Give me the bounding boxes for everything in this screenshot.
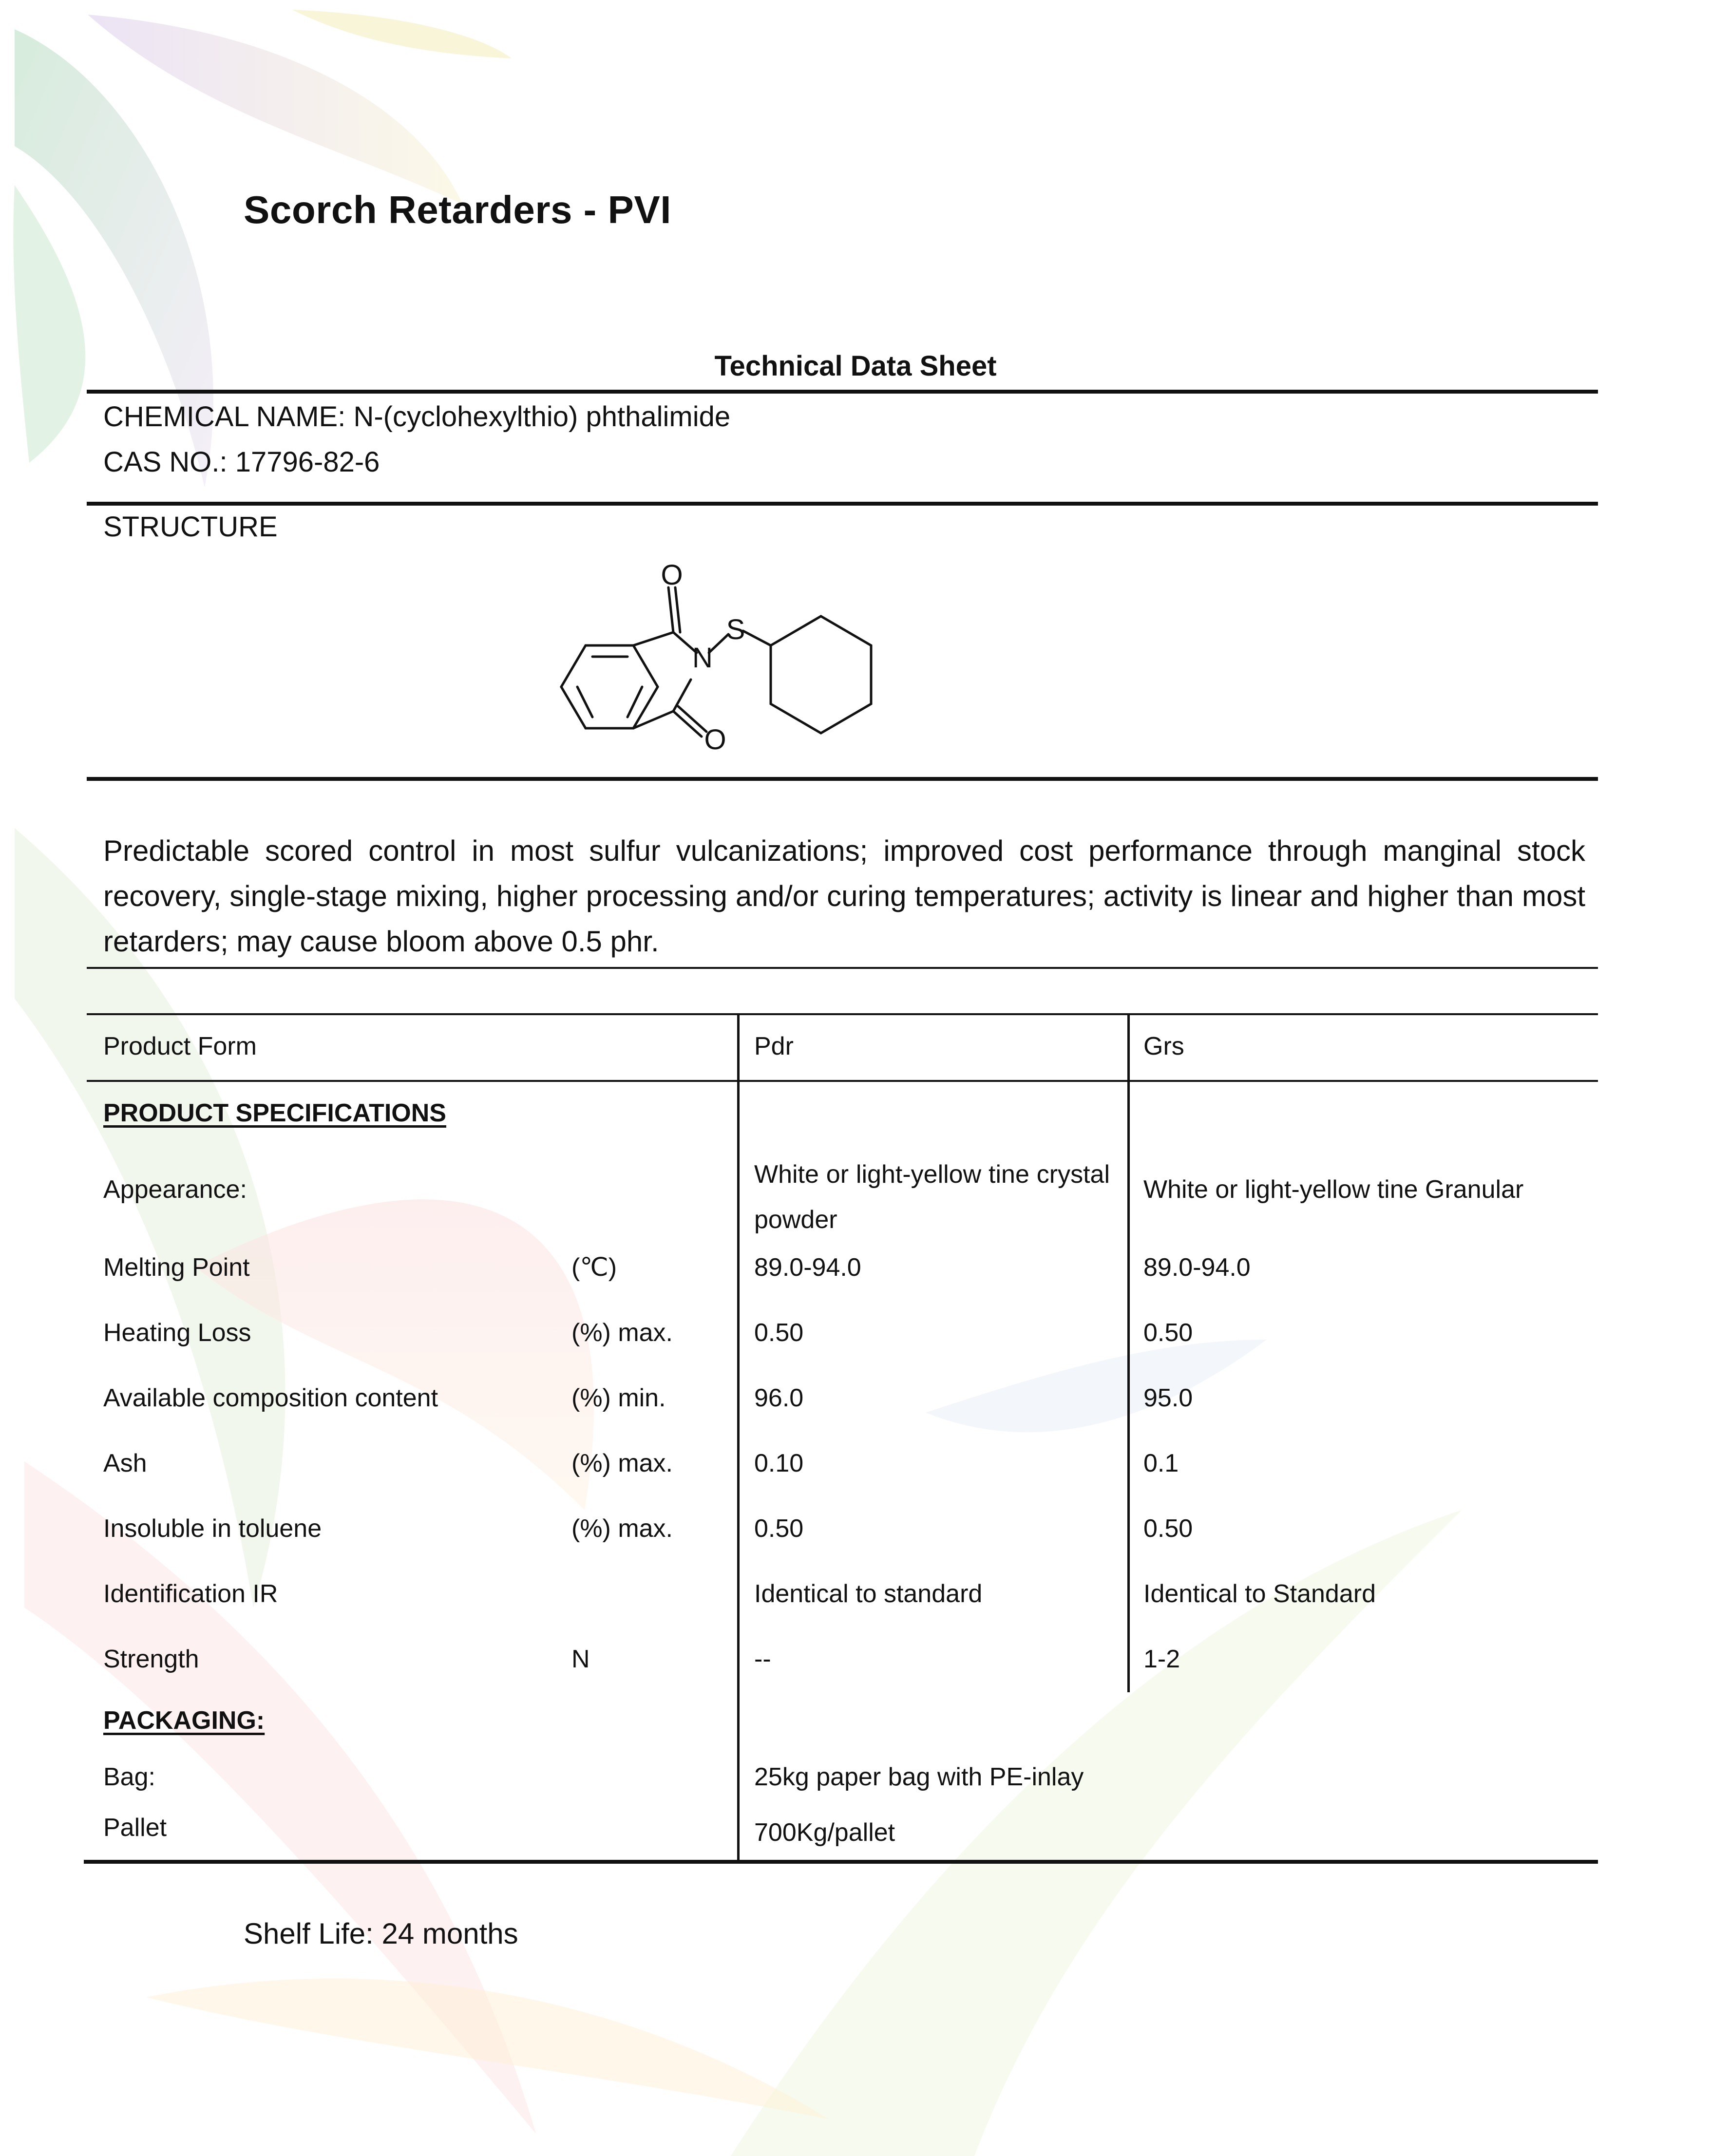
atom-n: N <box>692 642 713 674</box>
spec-unit-melting-point: (℃) <box>571 1253 617 1282</box>
table-bottom-border <box>84 1860 1598 1864</box>
packaging-bag-value: 25kg paper bag with PE-inlay <box>754 1763 1084 1791</box>
spec-unit-strength: N <box>571 1645 590 1673</box>
spec-grs-strength: 1-2 <box>1143 1645 1180 1673</box>
spec-unit-available-content: (%) min. <box>571 1384 666 1412</box>
spec-unit-insoluble: (%) max. <box>571 1514 673 1543</box>
spec-name-appearance: Appearance: <box>103 1175 247 1204</box>
spec-name-heating-loss: Heating Loss <box>103 1319 251 1347</box>
atom-o-bottom: O <box>704 724 726 756</box>
rule-structure-bottom <box>87 777 1598 781</box>
document-subtitle: Technical Data Sheet <box>714 350 997 382</box>
spec-pdr-strength: -- <box>754 1645 771 1673</box>
spec-pdr-melting-point: 89.0-94.0 <box>754 1253 861 1282</box>
spec-pdr-available-content: 96.0 <box>754 1384 804 1412</box>
spec-unit-heating-loss: (%) max. <box>571 1319 673 1347</box>
structure-label: STRUCTURE <box>103 511 278 543</box>
spec-grs-identification-ir: Identical to Standard <box>1143 1580 1376 1608</box>
spec-name-identification-ir: Identification IR <box>103 1580 278 1608</box>
cyclohexane-ring <box>771 616 871 733</box>
spec-name-ash: Ash <box>103 1449 147 1477</box>
packaging-pallet-value: 700Kg/pallet <box>754 1818 895 1847</box>
spec-pdr-appearance-text: White or light-yellow tine crystal powder <box>754 1160 1110 1234</box>
rule-top <box>87 390 1598 394</box>
atom-o-top: O <box>661 559 683 591</box>
spec-pdr-identification-ir: Identical to standard <box>754 1580 983 1608</box>
spec-grs-ash: 0.1 <box>1143 1449 1179 1477</box>
rule-structure-top <box>87 502 1598 506</box>
packaging-pallet-label: Pallet <box>103 1814 167 1842</box>
product-description: Predictable scored control in most sulfur vulcanizations; improved cost performance through manginal stock recovery, single-stage mixing, higher processing and/or curing temperatures; activity is linear and higher than most retarders; may cause bloom above 0.5 phr. <box>103 834 1585 958</box>
table-header-border <box>87 1080 1598 1082</box>
chemical-name: CHEMICAL NAME: N-(cyclohexylthio) phthalimide <box>103 401 731 433</box>
spec-grs-insoluble: 0.50 <box>1143 1514 1193 1543</box>
page-title: Scorch Retarders - PVI <box>244 188 671 231</box>
product-form-label: Product Form <box>103 1032 257 1060</box>
spec-name-insoluble: Insoluble in toluene <box>103 1514 322 1543</box>
spec-name-strength: Strength <box>103 1645 199 1673</box>
table-divider-pdr <box>737 1014 740 1862</box>
spec-unit-ash: (%) max. <box>571 1449 673 1477</box>
spec-grs-melting-point: 89.0-94.0 <box>1143 1253 1251 1282</box>
table-top-border <box>87 1013 1598 1015</box>
atom-s: S <box>726 614 745 645</box>
shelf-life: Shelf Life: 24 months <box>244 1917 518 1950</box>
packaging-heading: PACKAGING: <box>103 1706 265 1735</box>
packaging-bag-label: Bag: <box>103 1763 155 1791</box>
product-specifications-heading: PRODUCT SPECIFICATIONS <box>103 1099 446 1127</box>
spec-grs-available-content: 95.0 <box>1143 1384 1193 1412</box>
spec-pdr-heating-loss: 0.50 <box>754 1319 804 1347</box>
spec-pdr-insoluble: 0.50 <box>754 1514 804 1543</box>
spec-grs-heating-loss: 0.50 <box>1143 1319 1193 1347</box>
table-divider-grs <box>1127 1014 1130 1692</box>
spec-name-available-content: Available composition content <box>103 1384 438 1412</box>
chemical-structure-diagram <box>536 526 965 760</box>
spec-pdr-ash: 0.10 <box>754 1449 804 1477</box>
spec-pdr-appearance <box>754 1152 1110 1243</box>
spec-grs-appearance: White or light-yellow tine Granular <box>1143 1175 1524 1204</box>
cas-number: CAS NO.: 17796-82-6 <box>103 446 380 478</box>
spec-name-melting-point: Melting Point <box>103 1253 250 1282</box>
column-header-pdr: Pdr <box>754 1032 794 1060</box>
column-header-grs: Grs <box>1143 1032 1184 1060</box>
rule-description-bottom <box>87 967 1598 969</box>
